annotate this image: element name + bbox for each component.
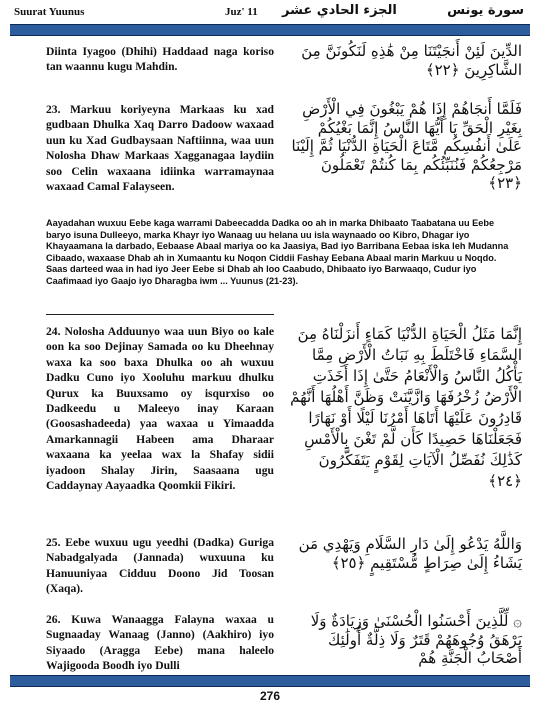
verse-arabic: ۞ لِّلَّذِينَ أَحْسَنُوا الْحُسْنَىٰ وَزِيَادَةٌ وَلَا يَرْهَقُ وُجُوهَهُمْ قَتَرٌ وَلَا ذِلَّةٌ أُولَٰئِكَ أَصْحَابُ الْجَنَّةِ هُمْ [310,612,522,667]
verse-translation: 26. Kuwa Wanaagga Falayna waxaa u Sugnaaday Wanaag (Janno) (Aakhiro) iyo Siyaado (Aragga Eebe) mana haleelo Wajigooda Boodh iyo Dulli [46,613,274,673]
verse-arabic-block [288,100,522,193]
verse-translation: Diinta Iyagoo (Dhihi) Haddaad naga koriso tan waannu kugu Mahdin. [46,45,274,74]
verse-arabic-block [288,42,522,79]
juz-label: Juz' 11 [225,6,258,18]
verse-translation: 24. Nolosha Adduunyo waa uun Biyo oo kale oon ka soo Dejinay Samada oo ku Dheehnay waxa ka soo baxa Dhulka oo ah wuxuu Dadku Cuno iyo Xooluhu markuu dhulku Qurux ka Buuxsamo oy isqurxiso oo Dadkeedu u Maleeyo inay Karaan (Goosashadeeda) yaa waxaa u Yimaadda Amarkannagii Habeen ama Dharaar waxaana ka yeelaa wax la Shafay sidii iyadoon Shalay Jirin, Saasaana ugu Caddaynay Aayaadka Qoomkii Fikiri. [46,325,274,493]
verse-arabic: فَلَمَّا أَنجَاهُمْ إِذَا هُمْ يَبْغُونَ فِي الْأَرْضِ بِغَيْرِ الْحَقِّ يَا أَيُّهَا النَّاسُ إِنَّمَا بَغْيُكُمْ عَلَىٰ أَنفُسِكُم مَّتَاعَ الْحَيَاةِ الدُّنْيَا ثُمَّ إِلَيْنَا مَرْجِعُكُمْ فَنُنَبِّئُكُم بِمَا كُنتُمْ تَعْمَلُونَ ﴿٢٣﴾ [291,100,522,192]
footer-rule [10,675,530,687]
verse-arabic-block [288,324,522,492]
section-divider [46,314,274,315]
commentary-note: Aayadahan wuxuu Eebe kaga warrami Dabeecadda Dadka oo ah in marka Dhibaato Taabatana uu Eebe baryo isuna Dulleeyo, marka Khayr iyo Wanaag uu helana uu isla waynaado oo Kibro, Dhagar iyo Khayaamana la darbado, Eebaase Abaal mariya oo ka Jaasiya, Bad iyo Barribana Eebaa iska leh Mudanna Cibaado, waxaase Dhab ah in Xumaantu ku Noqon Ciddii Fashay Eebana Abaal marin Markuu u Noqdo. Saas darteed waa in had iyo Jeer Eebe si Dhab ah loo Caabudo, Dhibaato iyo Barwaaqo, Cudur iyo Caafimaad iyo Gaajo iyo Dharagba iwm ... Yuunus (21-23). [46,218,509,286]
verse-block [46,612,274,674]
surah-title-arabic: سورة يونس [447,3,524,18]
verse-translation: 23. Markuu koriyeyna Markaas ku xad gudbaan Dhulka Xaq Darro Dadoow waxaad uun ku Xad Gudbaysaan Naftiinna, waa uun Nolosha Dhaw Markaas Xagganagaa laydiin soo Celin waxaana idiinka warramaynaa waxaad Camal Falayseen. [46,103,274,194]
verse-translation: 25. Eebe wuxuu ugu yeedhi (Dadka) Guriga Nabadgalyada (Jannada) wuxuuna ku Hanuuniyaa Cidduu Doono Jid Toosan (Xaqa). [46,536,274,596]
juz-label-arabic: الجزء الحادي عشر [282,3,397,18]
verse-block [46,102,274,194]
verse-arabic-block [288,612,522,668]
page-number: 276 [259,689,281,703]
verse-block [46,535,274,597]
verse-arabic-block [288,535,522,572]
header-rule [10,24,530,36]
verse-block [46,44,274,75]
verse-arabic: الدِّينَ لَئِنْ أَنجَيْتَنَا مِنْ هَٰذِهِ لَنَكُونَنَّ مِنَ الشَّاكِرِينَ ﴿٢٢﴾ [301,42,522,79]
verse-arabic: إِنَّمَا مَثَلُ الْحَيَاةِ الدُّنْيَا كَمَاءٍ أَنزَلْنَاهُ مِنَ السَّمَاءِ فَاخْتَلَطَ بِهِ نَبَاتُ الْأَرْضِ مِمَّا يَأْكُلُ النَّاسُ وَالْأَنْعَامُ حَتَّىٰ إِذَا أَخَذَتِ الْأَرْضُ زُخْرُفَهَا وَازَّيَّنَتْ وَظَنَّ أَهْلُهَا أَنَّهُمْ قَادِرُونَ عَلَيْهَا أَتَاهَا أَمْرُنَا لَيْلًا أَوْ نَهَارًا فَجَعَلْنَاهَا حَصِيدًا كَأَن لَّمْ تَغْنَ بِالْأَمْسِ كَذَٰلِكَ نُفَصِّلُ الْآيَاتِ لِقَوْمٍ يَتَفَكَّرُونَ ﴿٢٤﴾ [290,325,522,490]
verse-block [46,324,274,493]
surah-title: Suurat Yuunus [14,6,85,18]
verse-arabic: وَاللَّهُ يَدْعُو إِلَىٰ دَارِ السَّلَامِ وَيَهْدِي مَن يَشَاءُ إِلَىٰ صِرَاطٍ مُّسْتَقِيمٍ ﴿٢٥﴾ [298,535,522,572]
